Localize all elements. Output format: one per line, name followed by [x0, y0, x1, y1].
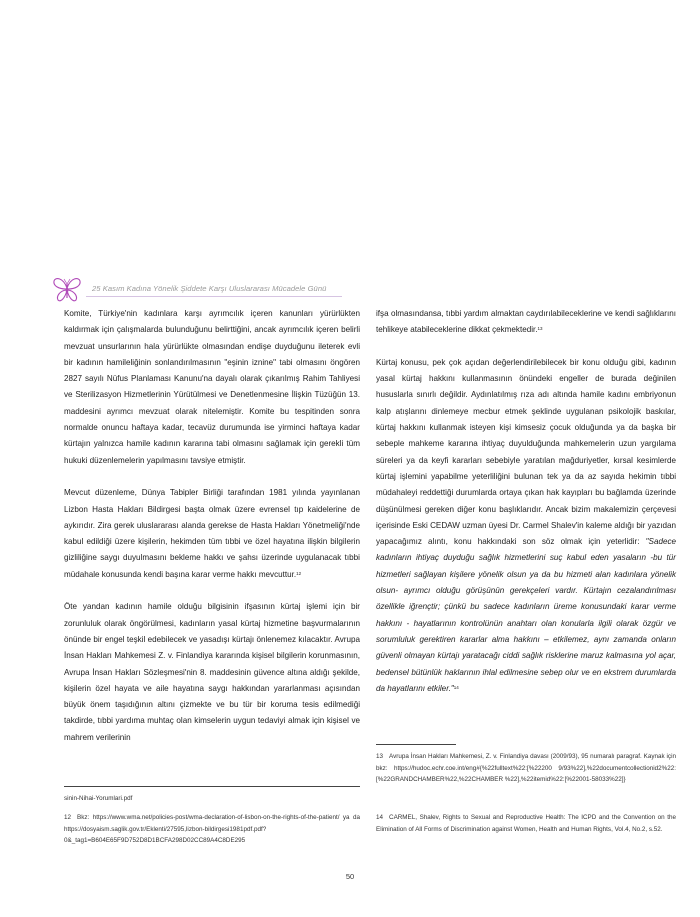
running-header	[52, 274, 342, 304]
footnote-number: 12	[64, 814, 72, 821]
paragraph: Öte yandan kadının hamile olduğu bilgisinin ifşasının kürtaj işlemi için bir zorunluluk olarak öngörülmesi, kadınların yasal kürtaj hizmetine başvurmalarının önünde bir engel teşkil edebilecek ve yasadışı kürtajı önlenemez kılacaktır. Avrupa İnsan Hakları Mahkemesi Z. v. Finlandiya kararında kişisel bilgilerin korunmasının, Avrupa İnsan Hakları Sözleşmesi'nin 8. maddesinin güvence altına aldığı şekilde, kişilerin özel hayata ve aile hayatına saygı hakkından yararlanması açısından büyük önem taşıdığının altını çizmekte ve bu tür bir koruma tesis edilmediği takdirde, tıbbi yardıma muhtaç olan kimselerin uygun tedaviyi almak için kişisel ve mahrem verilerinin	[64, 602, 360, 742]
running-title: 25 Kasım Kadına Yönelik Şiddete Karşı Uluslararası Mücadele Günü	[92, 284, 327, 293]
footnote-ref[interactable]: 12	[296, 570, 302, 576]
footnote-continued: sinin-Nihai-Yorumlari.pdf	[64, 795, 133, 802]
footnote-14	[376, 812, 676, 835]
page-number: 50	[345, 872, 355, 881]
footnote-rule	[376, 744, 456, 745]
butterfly-icon	[52, 274, 82, 304]
footnote-ref[interactable]: 14	[453, 684, 459, 690]
paragraph-text: Kürtaj konusu, pek çok açıdan değerlendirilebilecek bir konu olduğu gibi, kadının yasal kürtaj hakkını kullanmasının önündeki engeller de burada değinilen hususlarla sınırlı değildir. Aydınlatılmış rıza adı altında hamile kadını embriyonun kalp atışlarını dinlemeye mecbur etmek şeklinde uygulanan psikolojik baskılar, kürtaj hakkını kullanmak isteyen kişi kimsesiz çocuk olduğunda ya da başka bir sebeple mahkeme kararına ihtiyaç duyulduğunda mahkemelerin uzun yargılama süreleri ya da keyfi kararları sebebiyle yaratılan mağduriyetler, kırsal kesimlerde kürtaj işlemini yapabilme yeterliliğini bulunan tek ya da az sayıda hekimin tıbbi müdahaleyi reddettiği durumlarda ortaya çıkan hak kayıpları bu bağlamda üzerinde düşünülmesi gereken diğer konu başlıklarıdır. Ancak bizim makalemizin çerçevesi içerisinde Eski CEDAW uzman üyesi Dr. Carmel Shalev'in kaleme aldığı bir yazıdan yapacağımız alıntı, konu hakkındaki son söz olmak için yeterlidir:	[376, 357, 676, 547]
left-column	[64, 306, 360, 746]
paragraph	[64, 485, 360, 583]
paragraph: Komite, Türkiye'nin kadınlara karşı ayrımcılık içeren kanunları yürürlükten kaldırmak için çalışmalarda bulunduğunu belirttiğini, ancak ayrımcılık içeren belirli mevzuat unsurlarının hala yürürlükte olmasından endişe duyduğunu ileterek evli bir kadının hamileliğinin sonlandırılmasının "eşinin iznine" tabi olmasını öngören 2827 sayılı Nüfus Planlaması Kanunu'na dayalı olarak çıkarılmış Rahim Tahliyesi ve Sterilizasyon Hizmetlerinin Yürütülmesi ve Denetlenmesine İlişkin Tüzüğün 13. maddesini ayrımcı mevzuat olarak nitelemiştir. Komite bu tespitinden sonra normalde onuncu haftaya kadar, tecavüz durumunda ise yirminci haftaya kadar kürtajın yalnızca hamile kadının kararına tabi olmasını sağlamak için gerekli tüm hukuki düzenlemelerin yapılmasını tavsiye etmiştir.	[64, 309, 360, 465]
block-quote: "Sadece kadınların ihtiyaç duyduğu sağlık hizmetlerini suç kabul eden yasaların -bu tür hizmetleri sağlayan kişilere yönelik olsun ya da bu hizmeti alan kadınlara yönelik olsun- ayrımcı olduğu görüşünün gerekçeleri vardır. Kürtajın cezalandırılması özellikle iğrençtir; çünkü bu sadece kadınların üreme konusundaki karar verme hakkını - hayatlarının kontrolünün anahtarı olan konularla ilgili olarak özgür ve sorumluluk gerektiren kararlar alma hakkını – etkilemez, aynı zamanda onların güvenli olmayan kürtajı yaratacağı ciddi sağlık risklerine maruz kalmasına yol açar, bedensel bütünlük haklarının ihlal edilmesine sebep olur ve en ekstrem durumlarda da hayatlarını etkiler."	[376, 537, 676, 693]
footnote-text[interactable]: Avrupa İnsan Hakları Mahkemesi, Z. v. Finlandiya davası (2009/93), 95 numaralı paragraf. Kaynak için bkz: https://hudoc.echr.coe.int/eng#{%22fulltext%22:[%22200 9/93%22],%22documentcollectionid2%22:[%22GRANDCHAMBER%22,%22CHAMBER %22],%22itemid%22:[%22001-58033%22]}	[376, 753, 676, 784]
paragraph	[376, 355, 676, 697]
paragraph-text: Mevcut düzenleme, Dünya Tabipler Birliği tarafından 1981 yılında yayınlanan Lizbon Hasta Hakları Bildirgesi başta olmak üzere evrensel tıp kaidelerine de aykırıdır. Zira gerek uluslararası alanda gerekse de Hasta Hakları Yönetmeliği'nde kabul edildiği üzere kişilerin, hekimden tüm tıbbi ve özel hayatına ilişkin bilgilerin gizliliğine saygı duyulmasını bekleme hakkı ve şahsı üzerinde uygulanacak tıbbi müdahale konusunda kendi başına karar verme hakkı mevcuttur.	[64, 488, 360, 579]
footnote-13	[376, 751, 676, 786]
footnote-number: 13	[376, 753, 384, 760]
footnote-rule	[64, 786, 360, 787]
footnote-ref[interactable]: 13	[537, 326, 543, 332]
footnote-text: CARMEL, Shalev, Rights to Sexual and Reproductive Health: The ICPD and the Convention on the Elimination of All Forms of Discrimination against Women, Health and Human Rights, Vol.4, No.2, s.52.	[376, 814, 676, 833]
paragraph	[376, 306, 676, 339]
paragraph-text: ifşa olmasındansa, tıbbi yardım almaktan caydırılabileceklerine ve kendi sağlıklarını tehlikeye atabileceklerine dikkat çekmektedir.	[376, 309, 676, 335]
header-rule	[86, 296, 342, 297]
footnote-number: 14	[376, 814, 384, 821]
footnote-text[interactable]: Bkz: https://www.wma.net/policies-post/wma-declaration-of-lisbon-on-the-rights-of-the-patient/ ya da https://dosyaism.saglik.gov.tr/Eklenti/27595,lizbon-bildirgesi1981pdf.pdf?0&_tag1=B604E65F9D752D8D1BCFA298D02CC89A4C8DE295	[64, 814, 360, 845]
footnote-12	[64, 812, 360, 847]
right-column	[376, 306, 676, 697]
